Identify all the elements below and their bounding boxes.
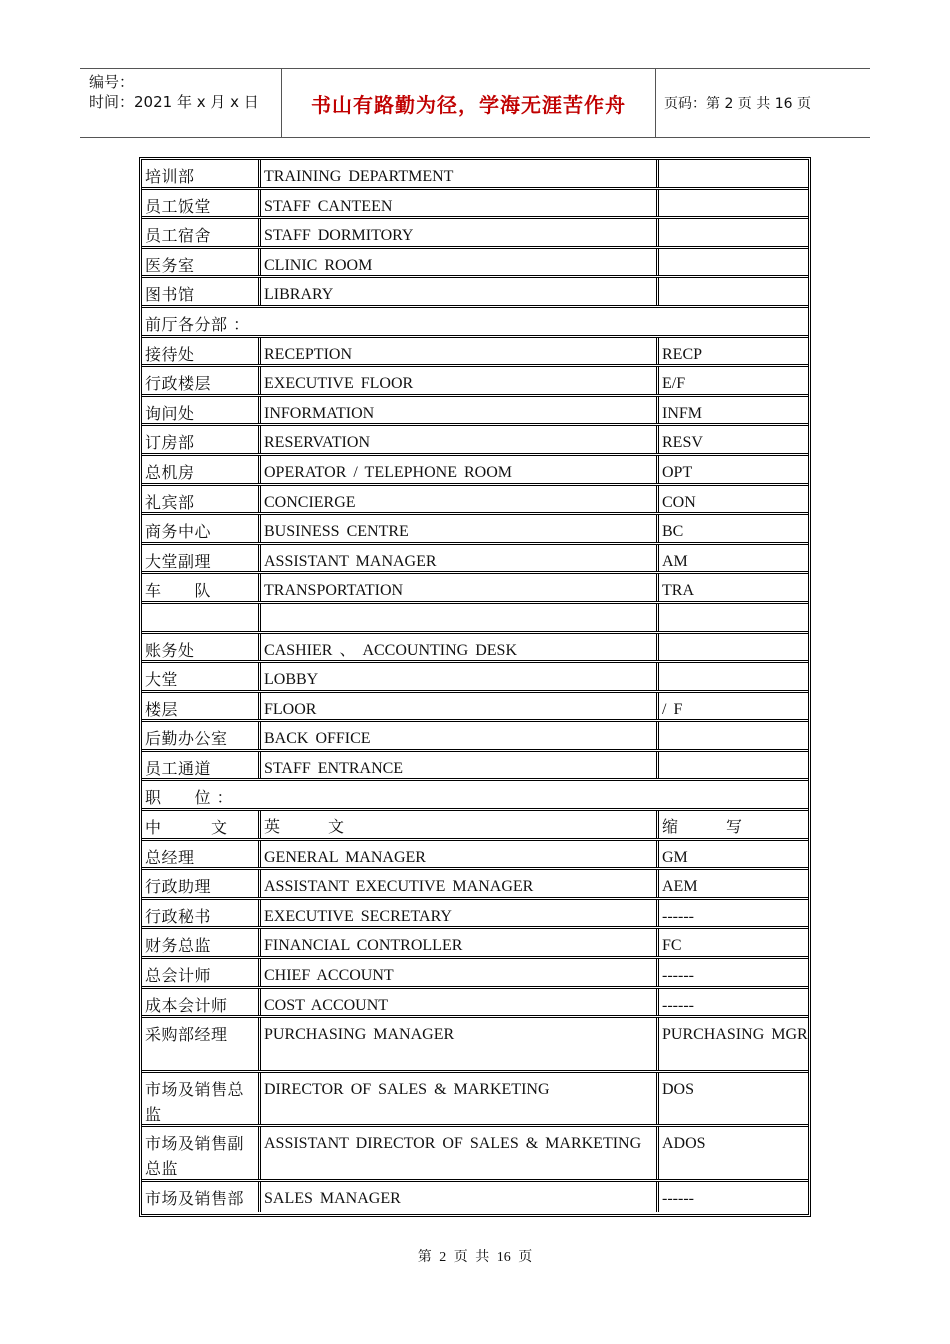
english-term-cell: STAFF DORMITORY: [258, 219, 656, 246]
chinese-term-cell: 财务总监: [145, 936, 212, 956]
english-term-cell: LOBBY: [258, 663, 656, 690]
table-row: [142, 841, 808, 871]
english-term-cell: EXECUTIVE SECRETARY: [258, 900, 656, 927]
english-term-cell: DIRECTOR OF SALES & MARKETING: [258, 1073, 656, 1125]
english-term-cell: SALES MANAGER: [258, 1182, 656, 1212]
table-row: [142, 426, 808, 456]
english-term-cell: RESERVATION: [258, 426, 656, 453]
abbreviation-cell: RECP: [656, 338, 808, 365]
chinese-term-cell: 商务中心: [145, 522, 212, 542]
abbreviation-cell: [656, 663, 808, 690]
table-row: [142, 663, 808, 693]
table-row: [142, 278, 808, 308]
table-row: [142, 693, 808, 723]
terminology-table: [139, 157, 811, 1217]
section-row: [142, 781, 808, 811]
abbreviation-cell: INFM: [656, 397, 808, 424]
chinese-term-cell: 中 文: [145, 818, 228, 838]
abbreviation-cell: ------: [656, 900, 808, 927]
section-heading: 前厅各分部 ：: [145, 314, 250, 334]
header-page-info: 页码：第 2 页 共 16 页: [664, 96, 811, 112]
chinese-term-cell: 后勤办公室: [145, 729, 228, 749]
english-term-cell: FLOOR: [258, 693, 656, 720]
english-term-cell: FINANCIAL CONTROLLER: [258, 929, 656, 956]
abbreviation-cell: ------: [656, 959, 808, 986]
abbreviation-cell: GM: [656, 841, 808, 868]
chinese-term-cell: 行政秘书: [145, 906, 212, 926]
chinese-term-cell: 成本会计师: [145, 995, 228, 1015]
chinese-term-cell: 接待处: [145, 344, 195, 364]
table-body: [142, 160, 808, 1214]
abbreviation-cell: ------: [656, 1182, 808, 1212]
table-row: [142, 219, 808, 249]
english-term-cell: INFORMATION: [258, 397, 656, 424]
chinese-term-cell: 市场及销售副总监: [145, 1134, 245, 1179]
table-row: [142, 456, 808, 486]
chinese-term-cell: 大堂副理: [145, 551, 212, 571]
english-term-cell: STAFF CANTEEN: [258, 190, 656, 217]
page-footer: 第 2 页 共 16 页: [417, 1250, 533, 1265]
chinese-term-cell: 员工宿舍: [145, 226, 212, 246]
abbreviation-cell: ------: [656, 989, 808, 1016]
english-term-cell: ASSISTANT DIRECTOR OF SALES & MARKETING: [258, 1127, 656, 1179]
abbreviation-cell: TRA: [656, 574, 808, 601]
abbreviation-cell: DOS: [656, 1073, 808, 1125]
chinese-term-cell: 市场及销售部: [145, 1189, 245, 1208]
abbreviation-cell: CON: [656, 486, 808, 513]
chinese-term-cell: 培训部: [145, 167, 195, 186]
english-term-cell: EXECUTIVE FLOOR: [258, 367, 656, 394]
table-row: [142, 545, 808, 575]
table-row: [142, 1018, 808, 1073]
chinese-term-cell: 询问处: [145, 403, 195, 423]
table-row: [142, 249, 808, 279]
table-row: [142, 574, 808, 604]
abbreviation-cell: E/F: [656, 367, 808, 394]
abbreviation-cell: AM: [656, 545, 808, 572]
table-row: [142, 1127, 808, 1182]
header-page-cell: [656, 69, 870, 137]
page-header: [80, 68, 870, 138]
abbreviation-cell: / F: [656, 693, 808, 720]
chinese-term-cell: 员工饭堂: [145, 196, 212, 216]
chinese-term-cell: 医务室: [145, 255, 195, 275]
english-term-cell: LIBRARY: [258, 278, 656, 305]
chinese-term-cell: 楼层: [145, 699, 179, 719]
chinese-term-cell: 市场及销售总监: [145, 1079, 245, 1124]
table-row: [142, 722, 808, 752]
header-slogan: 书山有路勤为径，学海无涯苦作舟: [311, 92, 626, 117]
english-term-cell: BACK OFFICE: [258, 722, 656, 749]
header-slogan-cell: [281, 69, 656, 137]
english-term-cell: COST ACCOUNT: [258, 989, 656, 1016]
chinese-term-cell: 总机房: [145, 462, 195, 482]
chinese-term-cell: 订房部: [145, 433, 195, 453]
english-term-cell: CLINIC ROOM: [258, 249, 656, 276]
chinese-term-cell: 礼宾部: [145, 492, 195, 512]
table-row: [142, 634, 808, 664]
english-term-cell: ASSISTANT EXECUTIVE MANAGER: [258, 870, 656, 897]
abbreviation-cell: [656, 604, 808, 631]
english-term-cell: CHIEF ACCOUNT: [258, 959, 656, 986]
abbreviation-cell: [656, 190, 808, 217]
table-row: [142, 870, 808, 900]
table-row: [142, 367, 808, 397]
chinese-term-cell: 车 队: [145, 581, 212, 601]
chinese-term-cell: 行政楼层: [145, 374, 212, 394]
table-row: [142, 900, 808, 930]
english-term-cell: PURCHASING MANAGER: [258, 1018, 656, 1070]
abbreviation-cell: PURCHASING MGR: [656, 1018, 808, 1070]
english-term-cell: CONCIERGE: [258, 486, 656, 513]
table-row: [142, 397, 808, 427]
document-number-label: 编号：: [89, 73, 135, 91]
abbreviation-cell: [656, 634, 808, 661]
table-row: [142, 752, 808, 782]
english-term-cell: 英 文: [258, 811, 656, 838]
abbreviation-cell: AEM: [656, 870, 808, 897]
abbreviation-cell: [656, 160, 808, 187]
english-term-cell: OPERATOR / TELEPHONE ROOM: [258, 456, 656, 483]
section-row: [142, 308, 808, 338]
chinese-term-cell: 行政助理: [145, 877, 212, 897]
abbreviation-cell: [656, 278, 808, 305]
section-heading: 职 位 ：: [145, 788, 234, 808]
table-row: [142, 338, 808, 368]
chinese-term-cell: 总会计师: [145, 966, 212, 986]
abbreviation-cell: 缩 写: [656, 811, 808, 838]
chinese-term-cell: 员工通道: [145, 758, 212, 778]
table-row: [142, 515, 808, 545]
english-term-cell: ASSISTANT MANAGER: [258, 545, 656, 572]
table-row: [142, 190, 808, 220]
chinese-term-cell: 大堂: [145, 670, 179, 690]
table-row: [142, 160, 808, 190]
abbreviation-cell: ADOS: [656, 1127, 808, 1179]
abbreviation-cell: [656, 249, 808, 276]
english-term-cell: GENERAL MANAGER: [258, 841, 656, 868]
english-term-cell: TRANSPORTATION: [258, 574, 656, 601]
english-term-cell: STAFF ENTRANCE: [258, 752, 656, 779]
abbreviation-cell: [656, 219, 808, 246]
abbreviation-cell: OPT: [656, 456, 808, 483]
header-meta: [80, 69, 281, 137]
chinese-term-cell: 总经理: [145, 847, 195, 867]
chinese-term-cell: [142, 604, 258, 631]
table-row: [142, 929, 808, 959]
abbreviation-cell: [656, 752, 808, 779]
chinese-term-cell: 采购部经理: [145, 1025, 228, 1045]
table-row: [142, 811, 808, 841]
table-row: [142, 1182, 808, 1212]
chinese-term-cell: 账务处: [145, 640, 195, 660]
chinese-term-cell: 图书馆: [145, 285, 195, 305]
english-term-cell: RECEPTION: [258, 338, 656, 365]
table-row: [142, 1073, 808, 1128]
english-term-cell: BUSINESS CENTRE: [258, 515, 656, 542]
table-row: [142, 989, 808, 1019]
abbreviation-cell: BC: [656, 515, 808, 542]
table-row: [142, 486, 808, 516]
abbreviation-cell: RESV: [656, 426, 808, 453]
abbreviation-cell: [656, 722, 808, 749]
table-row: [142, 959, 808, 989]
english-term-cell: [258, 604, 656, 631]
english-term-cell: CASHIER 、 ACCOUNTING DESK: [258, 634, 656, 661]
document-time-label: 时间：2021 年 x 月 x 日: [89, 93, 259, 111]
table-row: [142, 604, 808, 634]
english-term-cell: TRAINING DEPARTMENT: [258, 160, 656, 187]
abbreviation-cell: FC: [656, 929, 808, 956]
